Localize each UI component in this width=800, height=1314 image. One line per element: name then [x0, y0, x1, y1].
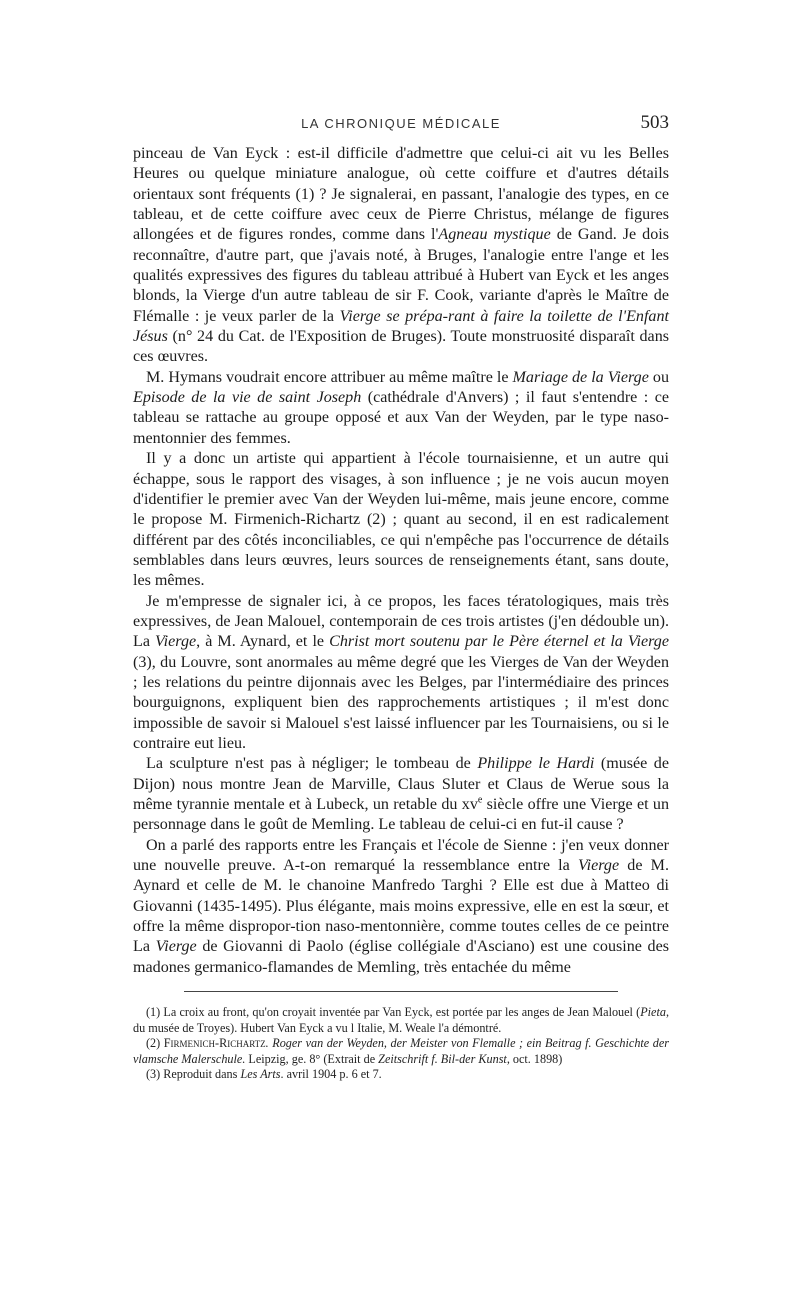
paragraph-5: [133, 754, 669, 835]
artwork-title: Philippe le Hardi: [477, 755, 595, 773]
text-run: La sculpture n'est pas à négliger; le tombeau de: [146, 755, 478, 773]
text-run: ou: [648, 368, 670, 386]
text-run: pinceau de Van Eyck : est-il difficile d'admettre que celui-ci ait vu les Belles Heures ou quelque miniature analogue, où cette coiffure et d'autres détails orientaux sont fréquents (1) ? Je signalerai, en passant, l'analogie des types, en ce tableau, et de cette coiffure avec ceux de Pierre Christus, mélange de figures allongées et de figures rondes, comme dans l': [133, 145, 669, 244]
text-run: M. Hymans voudrait encore attribuer au même maître le: [146, 368, 513, 386]
footnote-1: [133, 1005, 669, 1036]
artwork-title: Episode de la vie de saint Joseph: [133, 389, 362, 407]
artwork-title: Vierge: [155, 633, 197, 651]
text-run: On a parlé des rapports entre les Français et l'école de Sienne : j'en veux donner une nouvelle preuve. A-t-on remarqué la ressemblance entre la: [133, 836, 669, 875]
footnote-2: [133, 1036, 669, 1067]
footnote-3: [133, 1067, 669, 1083]
artwork-title: Mariage de la Vierge: [512, 368, 649, 386]
author-name: Firmenich-Richartz: [163, 1036, 266, 1051]
text-run: Je m'empresse de signaler ici, à ce propos, les faces tératologiques, mais très expressives, de Jean Malouel, contemporain de ces trois artistes (j'en dédouble un). La: [133, 592, 669, 651]
footnote-divider: [184, 991, 618, 992]
text-run: (cathédrale d'Anvers) ; il faut s'entendre : ce tableau se rattache au groupe opposé et aux Van der Weyden, par le type naso-mentonnier des femmes.: [133, 389, 670, 447]
running-title: LA CHRONIQUE MÉDICALE: [301, 116, 501, 131]
footnotes: [133, 1005, 669, 1083]
text-run: de M. Aynard et celle de M. le chanoine Manfredo Targhi ? Elle est due à Matteo di Giovanni (1435-1495). Plus élégante, mais moins expressive, elle en est la sœur, et offre la même dispropor-tion naso-mentonnière, comme toutes celles de ce peintre La: [133, 857, 670, 956]
artwork-title: Vierge: [578, 857, 620, 875]
text-run: (3), du Louvre, sont anormales au même degré que les Vierges de Van der Weyden ; les relations du peintre dijonnais avec les Belges, par l'intermédiaire des princes bourguignons, expliquent bien des rapprochements artistiques ; il m'est donc impossible de savoir si Malouel s'est laissé influencer par les Tournaisiens, ou si le contraire eut lieu.: [133, 653, 669, 752]
paragraph-1: [133, 144, 669, 368]
paragraph-4: [133, 592, 669, 755]
body-text: [133, 144, 669, 978]
artwork-title: Pieta: [640, 1005, 666, 1020]
text-run: (3) Reproduit dans: [146, 1067, 241, 1082]
artwork-title: Christ mort soutenu par le Père éternel et la Vierge: [329, 633, 670, 651]
journal-title: Zeitschrift f. Bil-der Kunst: [378, 1051, 507, 1066]
page-number: 503: [640, 112, 669, 133]
text-run: Leipzig, ge. 8° (Extrait de: [245, 1051, 379, 1066]
text-run: , à M. Aynard, et le: [196, 633, 330, 651]
text-run: siècle offre une Vierge et un personnage dans le goût de Memling. Le tableau de celui-ci en fut-il cause ?: [133, 796, 669, 834]
text-run: (1) La croix au front, qu'on croyait inventée par Van Eyck, est portée par les anges de Jean Malouel (: [146, 1005, 641, 1020]
text-run: de Giovanni di Paolo (église collégiale d'Asciano) est une cousine des madones germanico-flamandes de Memling, très entachée du même: [133, 938, 669, 976]
text-run: de Gand. Je dois reconnaître, d'autre part, que j'avais noté, à Bruges, l'analogie entre l'ange et les qualités expressives des figures du tableau attribué à Hubert van Eyck et les anges blonds, la Vierge d'un autre tableau de sir F. Cook, variante d'après le Maître de Flémalle : je veux parler de la: [133, 226, 669, 325]
text-run: . avril 1904 p. 6 et 7.: [280, 1067, 382, 1082]
text-run: (n° 24 du Cat. de l'Exposition de Bruges). Toute monstruosité disparaît dans ces œuvres.: [133, 328, 669, 366]
book-page: [133, 110, 669, 1083]
artwork-title: Vierge: [155, 938, 197, 956]
text-run: , du musée de Troyes). Hubert Van Eyck a vu l Italie, M. Weale l'a démontré.: [133, 1005, 669, 1035]
text-run: (musée de Dijon) nous montre Jean de Marville, Claus Sluter et Claus de Werue sous la même tyrannie mentale et à Lubeck, un retable du xv: [133, 755, 669, 813]
running-head: [133, 110, 669, 138]
footnote-number: (2): [146, 1036, 164, 1051]
paragraph-2: [133, 368, 669, 449]
book-title: . Roger van der Weyden, der Meister von Flemalle ; ein Beitrag f. Geschichte der vlamsche Malerschule.: [133, 1036, 669, 1066]
paragraph-3: Il y a donc un artiste qui appartient à l'école tournaisienne, et un autre qui échappe, sous le rapport des visages, à son influence ; je ne vois aucun moyen d'identifier le premier avec Van der Weyden lui-même, mais jeune encore, comme le propose M. Firmenich-Richartz (2) ; quant au second, il en est radicalement différent par des côtés inconciliables, ce qui n'empêche pas l'occurrence de détails semblables dans leurs œuvres, leurs sources de renseignements étant, sans doute, les mêmes.: [133, 450, 669, 590]
journal-title: Les Arts: [240, 1067, 281, 1082]
paragraph-6: [133, 836, 669, 978]
text-run: , oct. 1898): [506, 1051, 563, 1066]
century-superscript: e: [477, 794, 483, 806]
artwork-title: Vierge se prépa-rant à faire la toilette de l'Enfant Jésus: [133, 307, 669, 346]
artwork-title: Agneau mystique: [438, 226, 551, 244]
